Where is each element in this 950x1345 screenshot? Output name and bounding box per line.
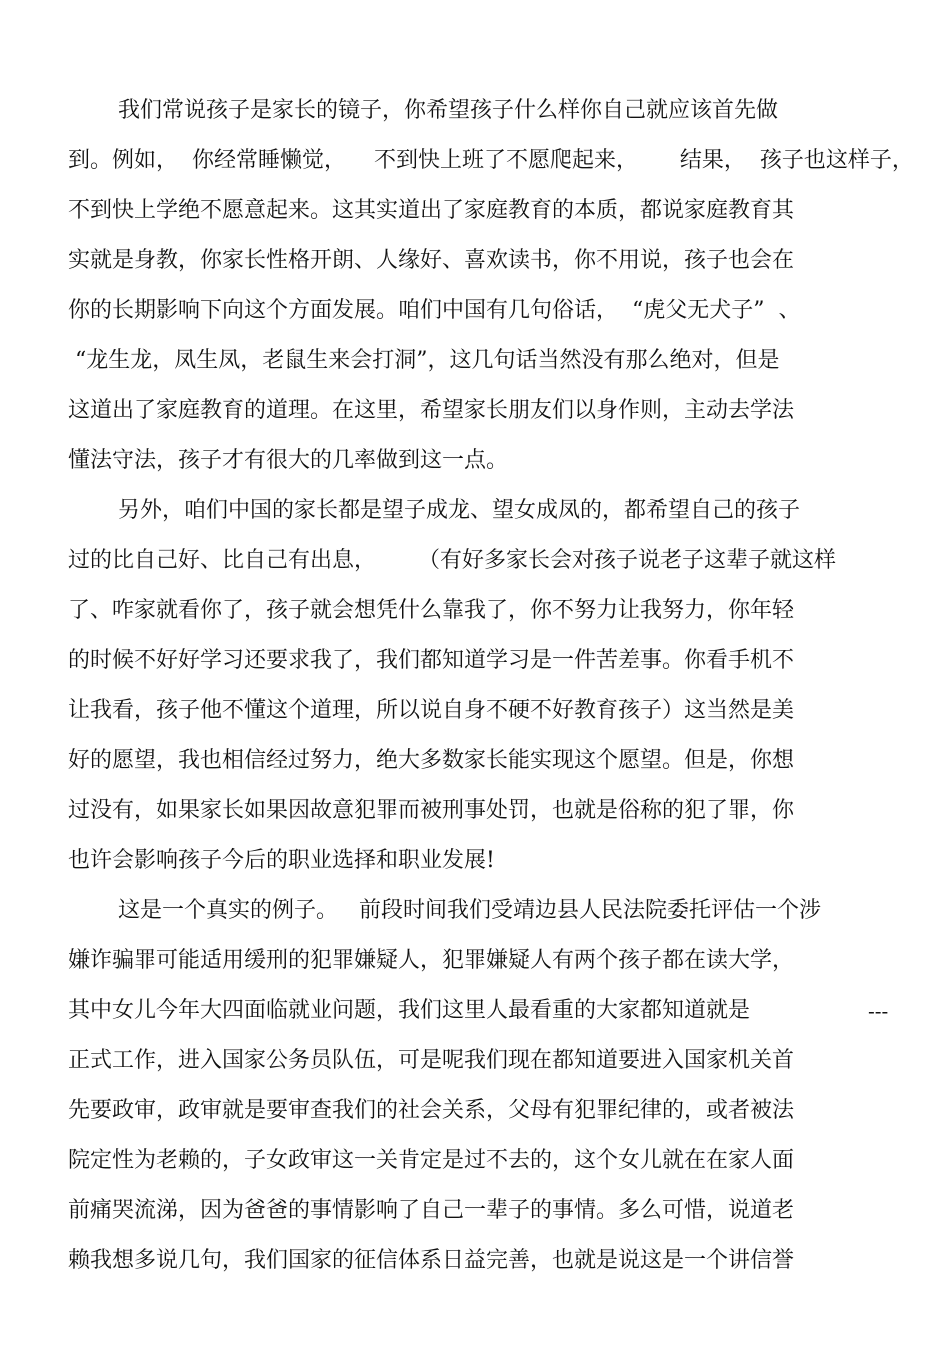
text-line: 让我看，孩子他不懂这个道理，所以说自身不硬不好教育孩子）这当然是美 (68, 698, 795, 723)
text-line: 嫌诈骗罪可能适用缓刑的犯罪嫌疑人，犯罪嫌疑人有两个孩子都在读大学， (68, 948, 795, 973)
text-line: 懂法守法，孩子才有很大的几率做到这一点。 (68, 448, 509, 473)
text-line: 过没有，如果家长如果因故意犯罪而被刑事处罚，也就是俗称的犯了罪，你 (68, 798, 795, 823)
text-line: 赖我想多说几句，我们国家的征信体系日益完善，也就是说这是一个讲信誉 (68, 1248, 795, 1273)
text-line: 了、咋家就看你了，孩子就会想凭什么靠我了，你不努力让我努力，你年轻 (68, 598, 795, 623)
text-line: 你的长期影响下向这个方面发展。咱们中国有几句俗话， “虎父无犬子” 、 (68, 298, 801, 323)
text-line: 我们常说孩子是家长的镜子，你希望孩子什么样你自己就应该首先做 (118, 98, 779, 123)
text-line: 这道出了家庭教育的道理。在这里，希望家长朋友们以身作则，主动去学法 (68, 398, 795, 423)
text-line: 到。例如， 你经常睡懒觉， 不到快上班了不愿爬起来， 结果， 孩子也这样子， (68, 148, 914, 173)
dash-mark: --- (868, 999, 889, 1023)
text-line: 另外，咱们中国的家长都是望子成龙、望女成凤的，都希望自己的孩子 (118, 498, 801, 523)
text-line: 先要政审，政审就是要审查我们的社会关系，父母有犯罪纪律的，或者被法 (68, 1098, 795, 1123)
text-line: 这是一个真实的例子。 前段时间我们受靖边县人民法院委托评估一个涉 (118, 898, 821, 923)
text-line: 过的比自己好、比自己有出息， （有好多家长会对孩子说老子这辈子就这样 (68, 548, 836, 573)
text-line: 好的愿望，我也相信经过努力，绝大多数家长能实现这个愿望。但是，你想 (68, 748, 795, 773)
text-line: 正式工作，进入国家公务员队伍，可是呢我们现在都知道要进入国家机关首 (68, 1048, 795, 1073)
text-line: 院定性为老赖的，子女政审这一关肯定是过不去的，这个女儿就在在家人面 (68, 1148, 795, 1173)
text-line: “龙生龙，凤生凤，老鼠生来会打洞”，这几句话当然没有那么绝对，但是 (68, 348, 780, 373)
text-line: 也许会影响孩子今后的职业选择和职业发展! (68, 848, 495, 873)
text-line: 的时候不好好学习还要求我了，我们都知道学习是一件苦差事。你看手机不 (68, 648, 795, 673)
text-line: 前痛哭流涕，因为爸爸的事情影响了自己一辈子的事情。多么可惜，说道老 (68, 1198, 795, 1223)
text-line: 其中女儿今年大四面临就业问题，我们这里人最看重的大家都知道就是 (68, 998, 751, 1023)
text-line: 实就是身教，你家长性格开朗、人缘好、喜欢读书，你不用说，孩子也会在 (68, 248, 795, 273)
text-line: 不到快上学绝不愿意起来。这其实道出了家庭教育的本质，都说家庭教育其 (68, 198, 795, 223)
